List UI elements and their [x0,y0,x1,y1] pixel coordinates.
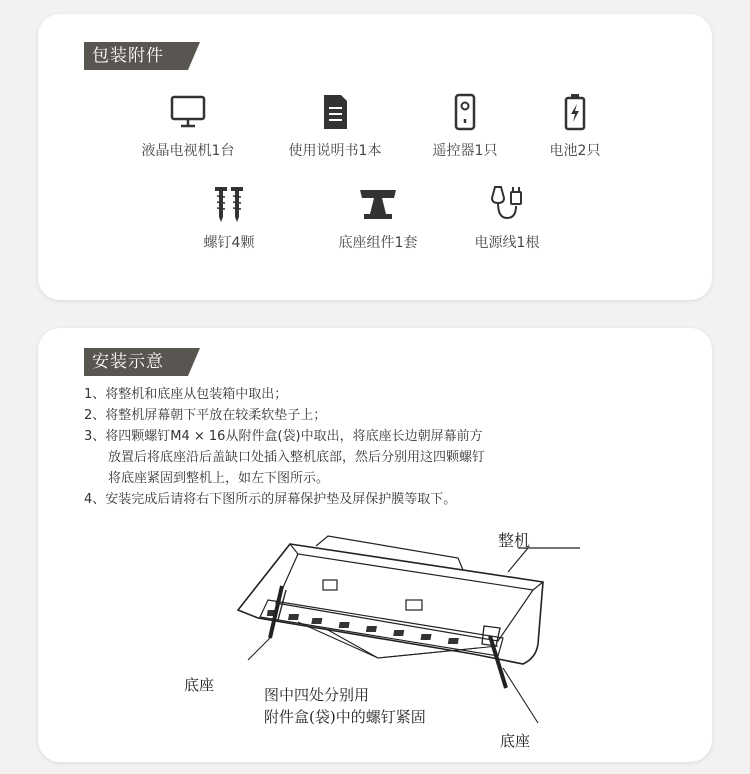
remote-icon [445,92,485,132]
accessory-label: 液晶电视机1台 [141,143,235,159]
installation-card [38,328,712,762]
accessory-battery [510,92,640,160]
label-base-right: 底座 [500,732,531,750]
screw-icon [209,184,249,224]
accessory-label: 使用说明书1本 [288,143,382,159]
accessory-screws [164,184,294,252]
diagram-note-line1: 图中四处分别用 [264,686,370,704]
installation-title: 安装示意 [84,348,188,376]
accessory-stand [313,184,443,252]
label-unit: 整机 [498,531,531,550]
power-cord-icon [487,184,527,224]
accessory-manual [270,92,400,160]
accessory-label: 螺钉4颗 [203,235,255,251]
step-4: 4、安装完成后请将右下图所示的屏幕保护垫及屏保护膜等取下。 [84,492,457,507]
manual-icon [315,92,355,132]
accessory-label: 电源线1根 [474,235,540,251]
diagram-note-line2: 附件盒(袋)中的螺钉紧固 [264,708,426,726]
step-3: 3、将四颗螺钉M4 × 16从附件盒(袋)中取出，将底座长边朝屏幕前方 [84,429,483,444]
installation-steps [84,384,644,510]
step-3-continued: 将底座紧固到整机上，如左下图所示。 [108,471,330,486]
stand-icon [356,184,400,224]
accessories-title: 包装附件 [84,42,188,70]
accessory-label: 电池2只 [549,143,601,159]
label-base-left: 底座 [184,676,215,694]
step-3-continued: 放置后将底座沿后盖缺口处插入整机底部，然后分别用这四颗螺钉 [108,450,486,465]
accessory-label: 底座组件1套 [338,235,418,251]
step-2: 2、将整机屏幕朝下平放在较柔软垫子上； [84,408,327,423]
battery-icon [555,92,595,132]
title-tab-decoration [188,42,200,70]
tv-icon [168,92,208,132]
accessories-card [38,14,712,300]
title-tab-decoration [188,348,200,376]
step-1: 1、将整机和底座从包装箱中取出； [84,387,288,402]
accessory-label: 遥控器1只 [432,143,498,159]
accessory-power-cord [442,184,572,252]
accessory-tv [123,92,253,160]
